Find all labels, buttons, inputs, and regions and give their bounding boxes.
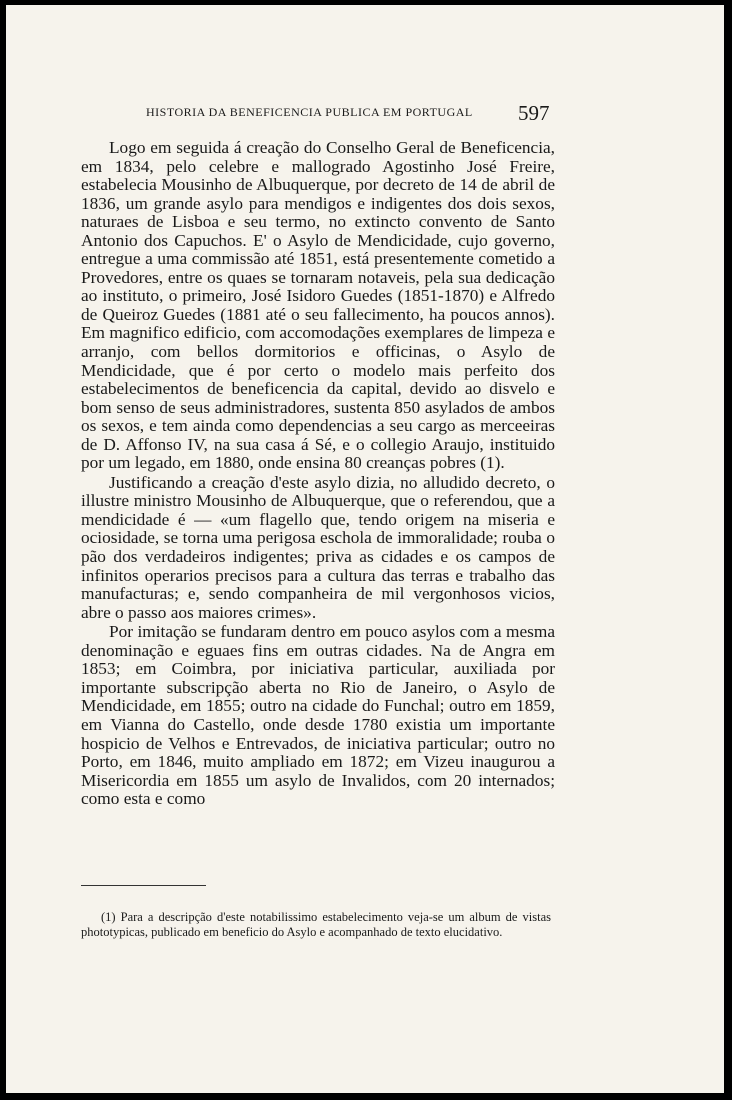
paragraph-outros-asylos: Por imitação se fundaram dentro em pouco asylos com a mesma denominação e eguaes fins em outras cidades. Na de Angra em 1853; em Coimbra, por iniciativa particular, auxiliada por importante subscripção aberta no Rio de Janeiro, o Asylo de Mendicidade, em 1855; outro na cidade do Funchal; outro em 1859, em Vianna do Castello, onde desde 1780 existia um importante hospicio de Velhos e Entrevados, de iniciativa particular; outro no Porto, em 1846, muito ampliado em 1872; em Vizeu inaugurou a Misericordia em 1855 um asylo de Invalidos, com 20 internados; como esta e como xyxy=(81,622,555,809)
footnote: (1) Para a descripção d'este notabilissimo estabelecimento veja-se um album de vistas phototypicas, publicado em beneficio do Asylo e acompanhado de texto elucidativo. xyxy=(81,910,551,939)
paragraph-asylo-mendicidade: Logo em seguida á creação do Conselho Geral de Beneficencia, em 1834, pelo celebre e mallogrado Agostinho José Freire, estabelecia Mousinho de Albuquerque, por decreto de 14 de abril de 1836, um grande asylo para mendigos e indigentes dos dois sexos, naturaes de Lisboa e seu termo, no extincto convento de Santo Antonio dos Capuchos. E' o Asylo de Mendicidade, cujo governo, entregue a uma commissão até 1851, está presentemente cometido a Provedores, entre os quaes se tornaram notaveis, pela sua dedicação ao instituto, o primeiro, José Isidoro Guedes (1851-1870) e Alfredo de Queiroz Guedes (1881 até o seu fallecimento, ha poucos annos). Em magnifico edificio, com accomodações exemplares de limpeza e arranjo, com bellos dormitorios e officinas, o Asylo de Mendicidade, que é por certo o modelo mais perfeito dos estabelecimentos de beneficencia da capital, devido ao disvelo e bom senso de seus administradores, sustenta 850 asylados de ambos os sexos, e tem ainda como dependencias a seu cargo as merceeiras de D. Affonso IV, na sua casa á Sé, e o collegio Araujo, instituido por um legado, em 1880, onde ensina 80 creanças pobres (1). xyxy=(81,138,555,473)
footnote-rule xyxy=(81,885,206,886)
page-number: 597 xyxy=(518,101,550,125)
paragraph-decreto: Justificando a creação d'este asylo dizia, no alludido decreto, o illustre ministro Mousinho de Albuquerque, que o referendou, que a mendicidade é — «um flagello que, tendo origem na miseria e ociosidade, se torna uma perigosa eschola de immoralidade; rouba o pão dos verdadeiros indigentes; priva as cidades e os campos de infinitos operarios precisos para a cultura das terras e trabalho das manufacturas; e, sendo companheira de mil vergonhosos vicios, abre o passo aos maiores crimes». xyxy=(81,472,555,622)
book-page xyxy=(6,5,724,1093)
body-text xyxy=(81,139,555,809)
running-title: HISTORIA DA BENEFICENCIA PUBLICA EM PORTUGAL xyxy=(146,105,473,119)
